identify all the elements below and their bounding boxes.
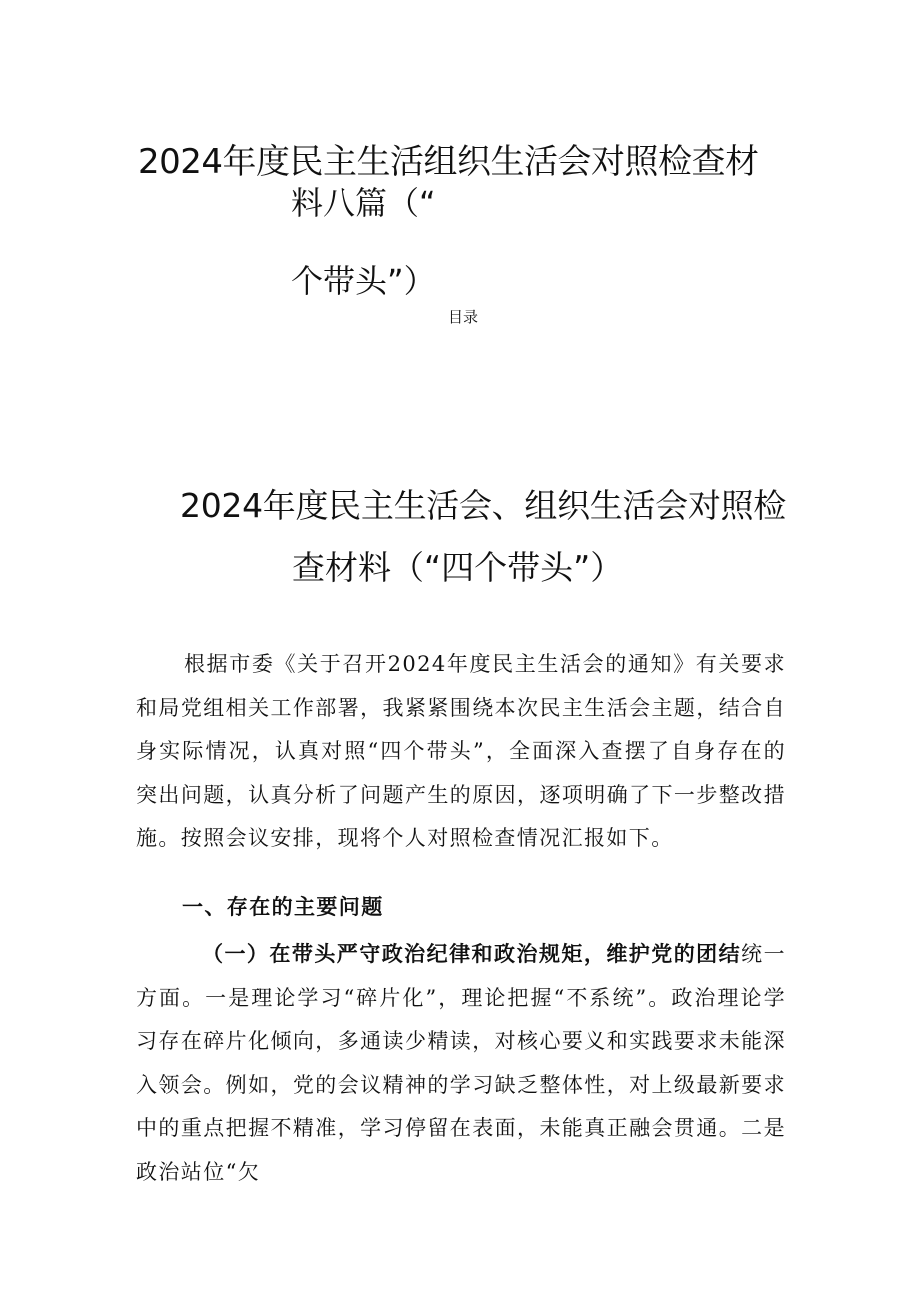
intro-paragraph: 根据市委《关于召开2024年度民主生活会的通知》有关要求和局党组相关工作部署，我紧紧围绕本次民主生活会主题，结合自身实际情况，认真对照“四个带头”，全面深入查摆了自身存在的突出问题，认真分析了问题产生的原因，逐项明确了下一步整改措施。按照会议安排，现将个人对照检查情况汇报如下。 bbox=[136, 652, 786, 850]
problem-1-text: 统一方面。一是理论学习“碎片化”，理论把握“不系统”。政治理论学习存在碎片化倾向，多通读少精读，对核心要义和实践要求未能深入领会。例如，党的会议精神的学习缺乏整体性，对上级最新要求中的重点把握不精准，学习停留在表面，未能真正融会贯通。二是政治站位“欠 bbox=[136, 942, 786, 1184]
cover-title-line-2: 料八篇（“ bbox=[291, 184, 436, 222]
cover-title-line-3: 个带头”） bbox=[291, 262, 436, 300]
problem-paragraph-1 bbox=[136, 932, 786, 1194]
cover-title-line-1: 2024年度民主生活组织生活会对照检查材 bbox=[138, 142, 759, 182]
section-heading: 一、存在的主要问题 bbox=[182, 894, 384, 919]
article-title-line-2: 查材料（“四个带头”） bbox=[292, 548, 624, 587]
problem-1-heading: （一）在带头严守政治纪律和政治规矩，维护党的团结 bbox=[202, 941, 742, 966]
toc-label: 目录 bbox=[448, 308, 479, 326]
article-title-line-1: 2024年度民主生活会、组织生活会对照检 bbox=[180, 486, 786, 525]
